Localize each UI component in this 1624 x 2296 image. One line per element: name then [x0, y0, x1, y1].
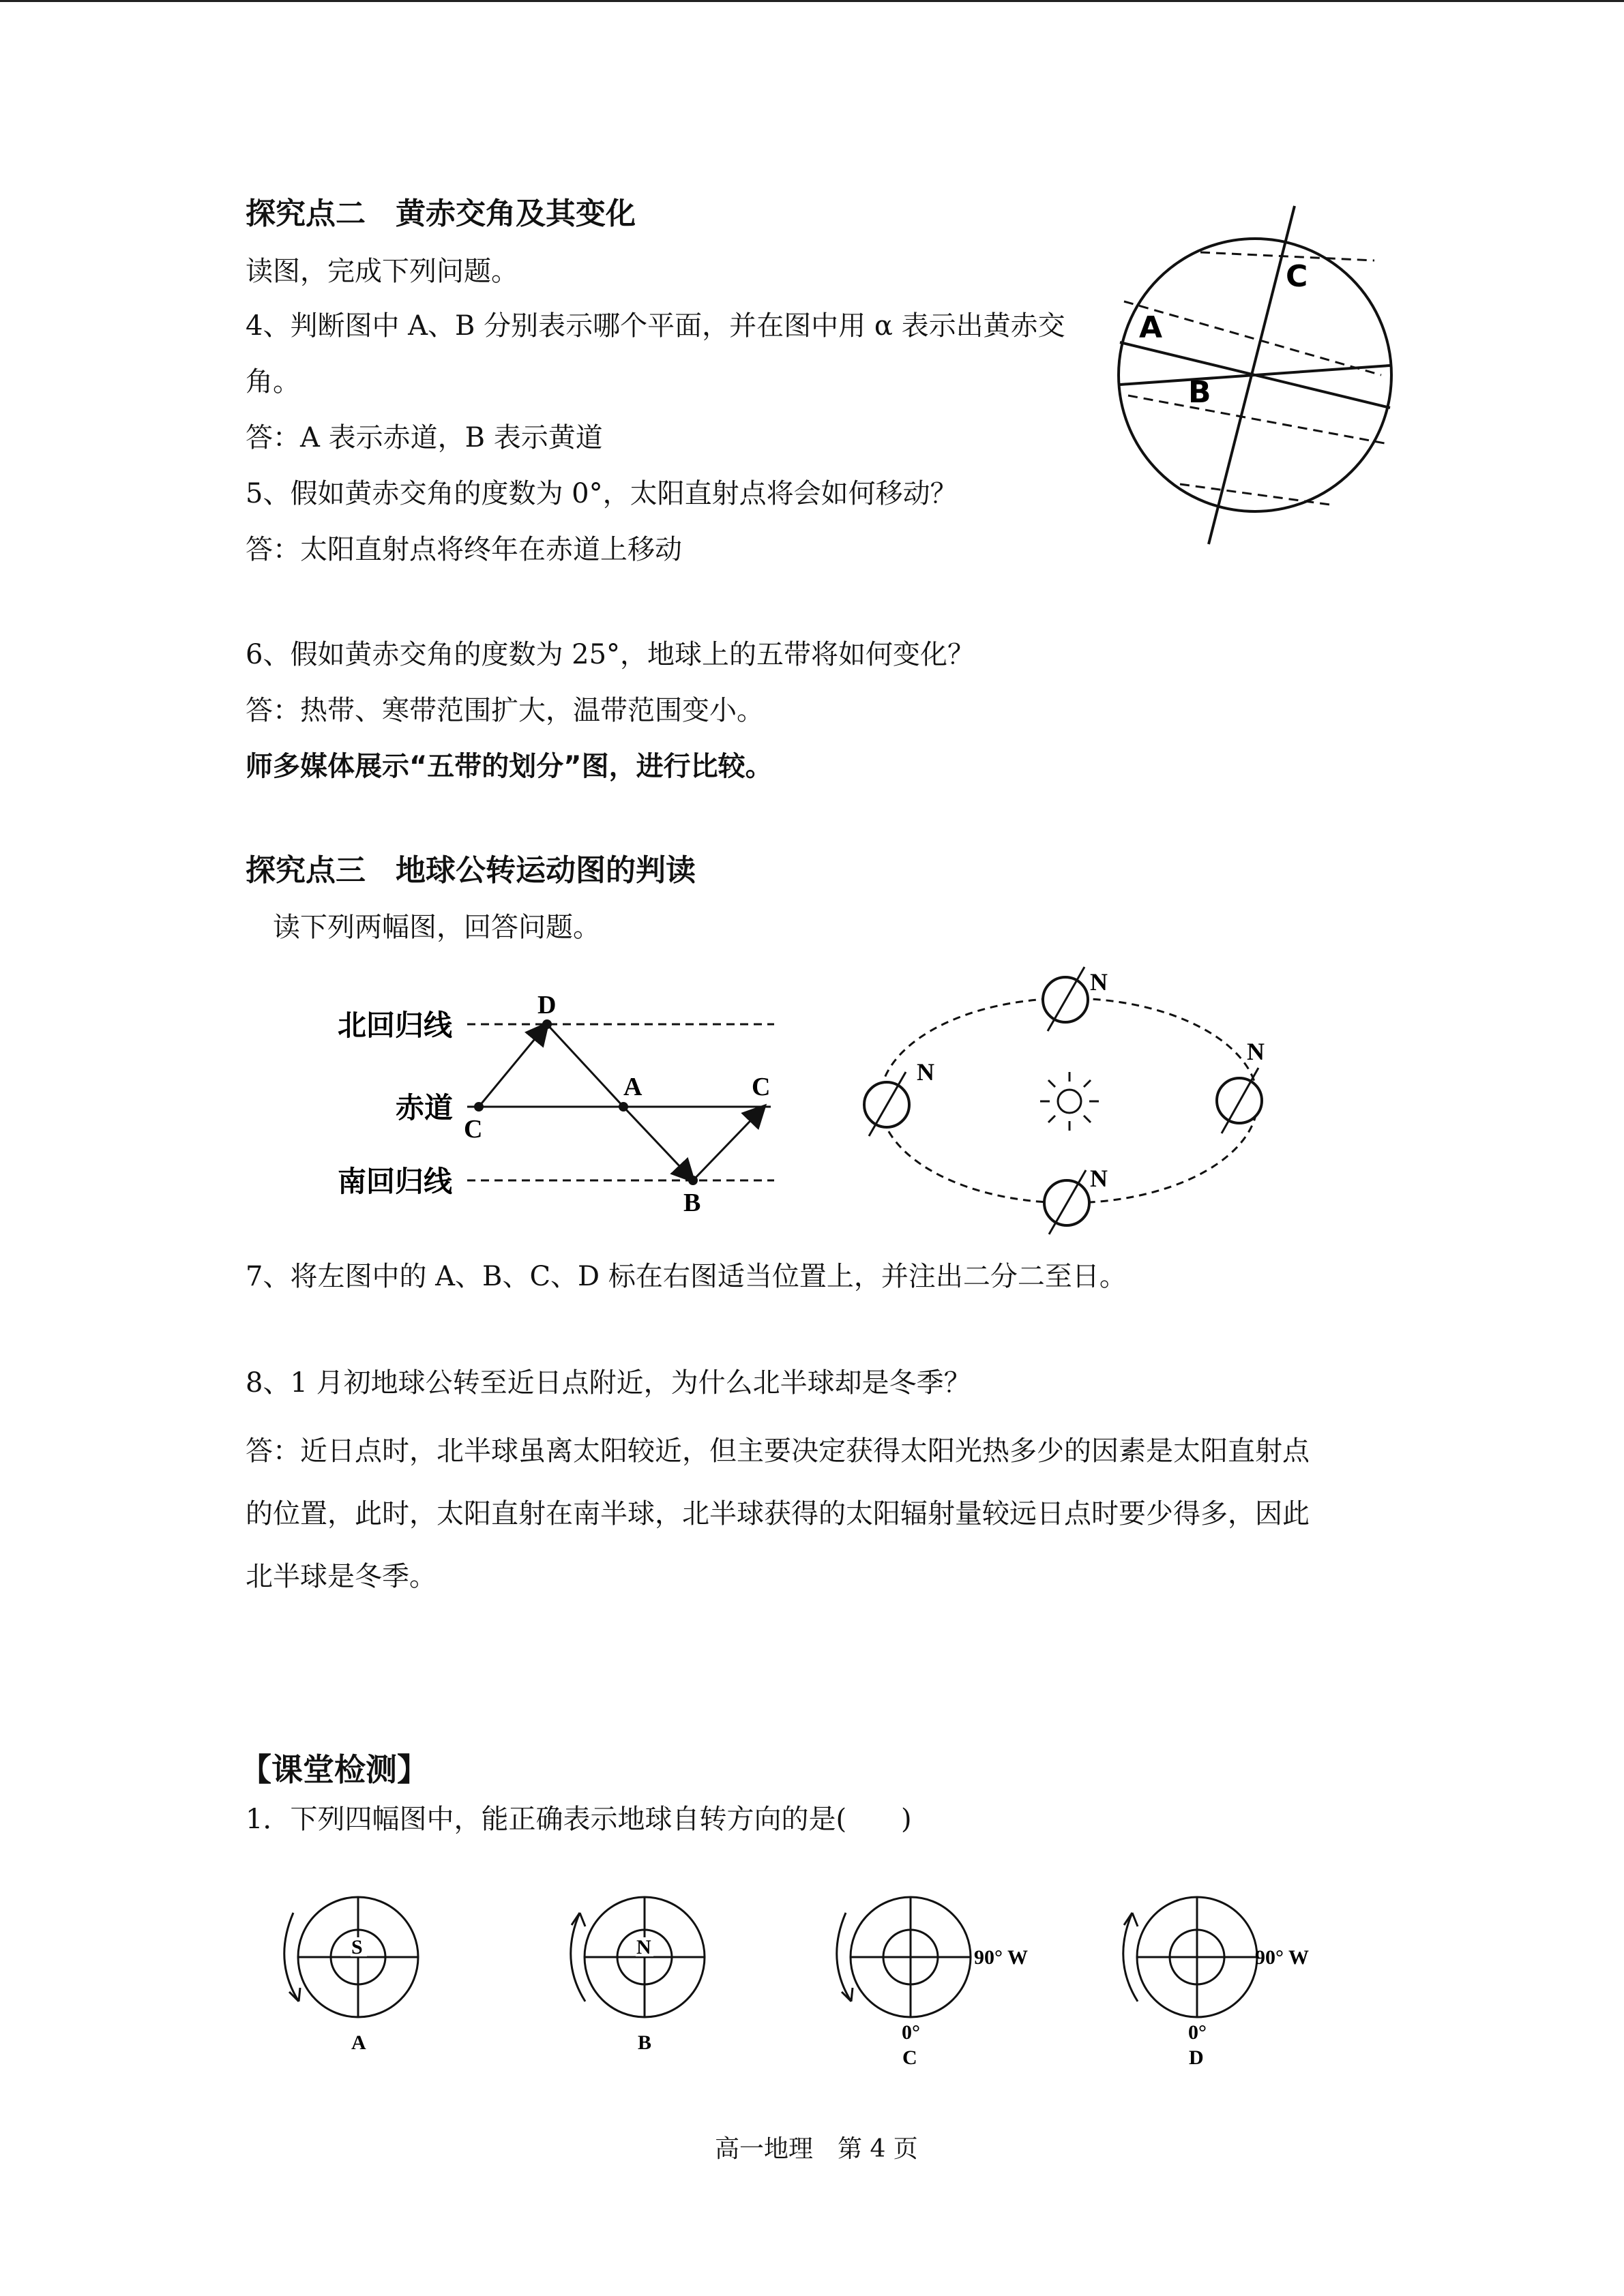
figure-c-bottom-label: 0°: [902, 2021, 920, 2044]
point-a-label: A: [623, 1073, 643, 1101]
point-d: [542, 1019, 552, 1029]
parallel-lower: [1128, 396, 1385, 443]
globe-label-a: A: [1139, 310, 1163, 345]
rotation-arrow-b: [571, 1913, 585, 2001]
figure-c: [825, 1892, 1044, 2076]
globe-label-b: B: [1188, 375, 1211, 410]
sun-icon: [1040, 1072, 1099, 1131]
parallel-upper: [1124, 301, 1381, 375]
figure-b: [566, 1892, 730, 2056]
solar-point-diagram: [327, 982, 805, 1221]
answer-6: 答：热带、寒带范围扩大，温带范围变小。: [246, 695, 764, 726]
figure-d-caption: D: [1189, 2046, 1204, 2069]
answer-5: 答：太阳直射点将终年在赤道上移动: [246, 534, 682, 565]
question-5: 5、假如黄赤交角的度数为 0°，太阳直射点将会如何移动？: [246, 478, 958, 509]
point-c-end-label: C: [752, 1073, 771, 1101]
section3-title: 探究点三 地球公转运动图的判读: [246, 853, 696, 888]
path-d-to-a: [547, 1024, 623, 1107]
figure-a-caption: A: [351, 2031, 366, 2054]
question-4-line2: 角。: [246, 366, 300, 398]
answer-8-line2: 的位置，此时，太阳直射在南半球，北半球获得的太阳辐射量较远日点时要少得多，因此: [246, 1498, 1310, 1530]
equator-label: 赤道: [396, 1091, 454, 1124]
path-a-to-b: [623, 1107, 693, 1180]
check-title: 【课堂检测】: [240, 1751, 428, 1788]
figure-d-right-label: 90° W: [1255, 1946, 1309, 1969]
figure-c-caption: C: [902, 2046, 917, 2069]
figure-b-caption: B: [638, 2031, 652, 2054]
north-tropic-label: 北回归线: [338, 1009, 453, 1042]
earth-top-icon: [1043, 967, 1088, 1031]
point-d-label: D: [537, 991, 557, 1019]
figure-c-right-label: 90° W: [974, 1946, 1028, 1969]
equator-line-b: [1120, 366, 1390, 385]
point-b: [688, 1176, 698, 1185]
figure-d-bottom-label: 0°: [1188, 2021, 1207, 2044]
globe-diagram: [1105, 191, 1405, 559]
question-8: 8、1 月初地球公转至近日点附近，为什么北半球却是冬季？: [246, 1367, 971, 1399]
point-c-start-label: C: [464, 1115, 483, 1144]
path-b-to-c: [693, 1107, 764, 1180]
section3-intro: 读下列两幅图，回答问题。: [273, 912, 600, 943]
orbit-north-right: N: [1247, 1038, 1265, 1065]
top-border: [0, 0, 1624, 2]
rotation-arrow-d: [1123, 1913, 1138, 2001]
earth-right-icon: [1217, 1068, 1262, 1133]
figure-b-center: N: [636, 1936, 651, 1958]
point-b-label: B: [683, 1189, 701, 1217]
orbit-path: [880, 998, 1258, 1203]
question-4-line1: 4、判断图中 A、B 分别表示哪个平面，并在图中用 α 表示出黄赤交: [246, 310, 1065, 342]
question-7: 7、将左图中的 A、B、C、D 标在右图适当位置上，并注出二分二至日。: [246, 1261, 1127, 1292]
path-c-to-d: [479, 1024, 547, 1107]
orbit-north-top: N: [1090, 968, 1108, 996]
check-question-1: 1．下列四幅图中，能正确表示地球自转方向的是( ): [246, 1804, 912, 1835]
page-footer: 高一地理 第 4 页: [715, 2135, 918, 2163]
point-c-start: [474, 1102, 484, 1112]
earth-bottom-icon: [1044, 1170, 1089, 1234]
orbit-north-bottom: N: [1090, 1165, 1108, 1192]
figure-a-center: S: [351, 1936, 363, 1958]
figure-a: [280, 1892, 443, 2056]
question-6: 6、假如黄赤交角的度数为 25°，地球上的五带将如何变化？: [246, 639, 975, 670]
section2-intro: 读图，完成下列问题。: [246, 256, 518, 287]
orbit-diagram: [846, 955, 1282, 1255]
rotation-arrow-a: [284, 1913, 299, 2001]
answer-8-line1: 答：近日点时，北半球虽离太阳较近，但主要决定获得太阳光热多少的因素是太阳直射点: [246, 1435, 1310, 1467]
section2-title: 探究点二 黄赤交角及其变化: [246, 196, 636, 231]
point-a: [619, 1102, 628, 1112]
answer-8-line3: 北半球是冬季。: [246, 1561, 437, 1592]
teacher-note: 师多媒体展示“五带的划分”图，进行比较。: [246, 751, 773, 782]
globe-label-c: C: [1286, 259, 1308, 294]
rotation-arrow-c: [837, 1913, 851, 2001]
south-tropic-label: 南回归线: [338, 1165, 453, 1198]
answer-4: 答：A 表示赤道，B 表示黄道: [246, 422, 603, 453]
orbit-north-left: N: [917, 1058, 934, 1086]
figure-d: [1119, 1892, 1337, 2076]
earth-left-icon: [864, 1072, 909, 1136]
